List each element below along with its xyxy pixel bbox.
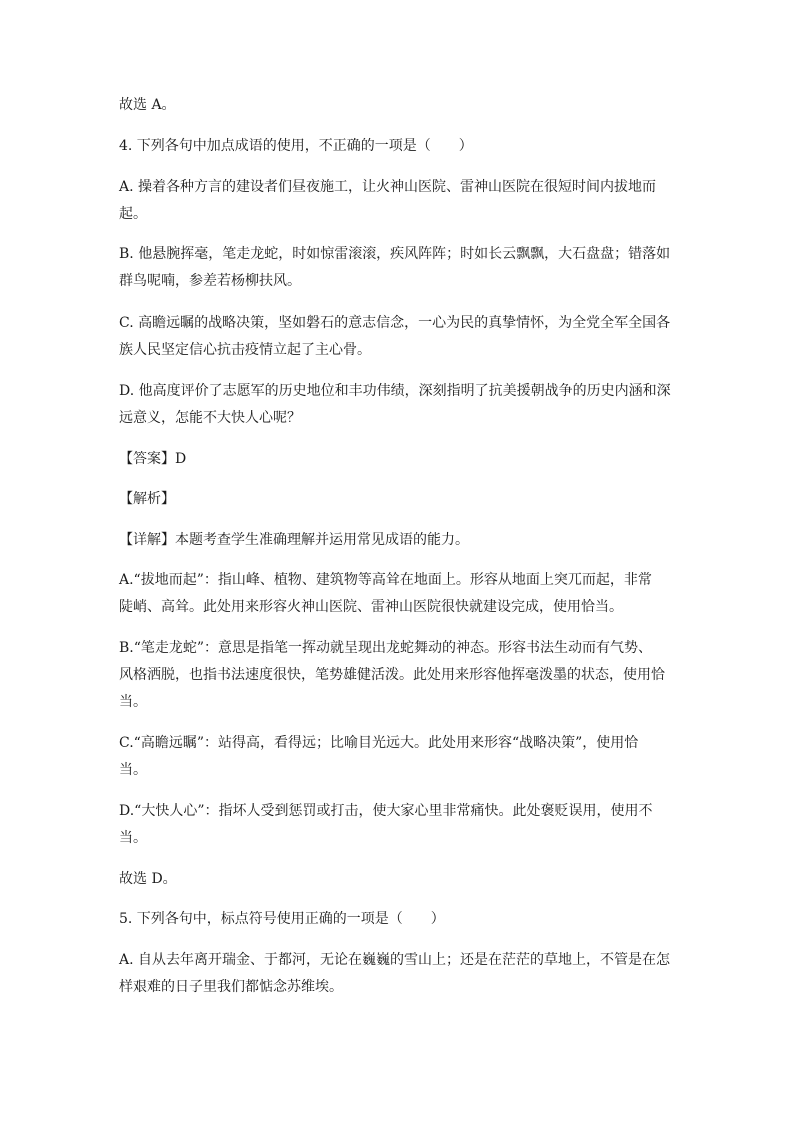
option-4c-cont: 族人民坚定信心抗击疫情立起了主心骨。 [119,342,371,358]
analysis-label: 【解析】 [119,491,175,507]
option-4a-cont: 起。 [119,206,147,222]
option-4d-cont: 远意义，怎能不大快人心呢？ [119,410,301,426]
analysis-d-cont: 当。 [119,830,147,846]
option-4a: A. 操着各种方言的建设者们昼夜施工，让火神山医院、雷神山医院在很短时间内拔地而 [119,179,657,195]
question-5-stem: 5. 下列各句中，标点符号使用正确的一项是（ ） [119,911,445,927]
question-4-stem: 4. 下列各句中加点成语的使用，不正确的一项是（ ） [119,138,473,154]
option-4d: D. 他高度评价了志愿军的历史地位和丰功伟绩，深刻指明了抗美援朝战争的历史内涵和深 [119,383,671,399]
text-line: 故选 A。 [119,97,176,113]
analysis-a-cont: 陡峭、高耸。此处用来形容火神山医院、雷神山医院很快就建设完成，使用恰当。 [119,599,623,615]
option-5a: A. 自从去年离开瑞金、于都河，无论在巍巍的雪山上；还是在茫茫的草地上，不管是在怎 [119,952,671,968]
analysis-c-cont: 当。 [119,762,147,778]
conclusion: 故选 D。 [119,871,177,887]
analysis-b-cont: 风格洒脱，也指书法速度很快，笔势雄健活泼。此处用来形容他挥毫泼墨的状态，使用恰 [119,667,665,683]
option-4c: C. 高瞻远瞩的战略决策，坚如磐石的意志信念，一心为民的真挚情怀，为全党全军全国各 [119,315,671,331]
option-4b: B. 他悬腕挥毫，笔走龙蛇，时如惊雷滚滚，疾风阵阵；时如长云飘飘，大石盘盘；错落如 [119,246,671,262]
analysis-c: C.“高瞻远瞩”：站得高，看得远；比喻目光远大。此处用来形容“战略决策”，使用恰 [119,735,639,751]
analysis-d: D.“大快人心”：指坏人受到惩罚或打击，使大家心里非常痛快。此处褒贬误用，使用不 [119,803,653,819]
analysis-a: A.“拔地而起”：指山峰、植物、建筑物等高耸在地面上。形容从地面上突兀而起，非常 [119,572,652,588]
option-4b-cont: 群鸟呢喃，参差若杨柳扶风。 [119,273,301,289]
analysis-b-cont2: 当。 [119,694,147,710]
analysis-b: B.“笔走龙蛇”：意思是指笔一挥动就呈现出龙蛇舞动的神态。形容书法生动而有气势、 [119,640,653,656]
detail-intro: 【详解】本题考查学生准确理解并运用常见成语的能力。 [119,532,469,548]
option-5a-cont: 样艰难的日子里我们都惦念苏维埃。 [119,979,343,995]
answer-label: 【答案】D [119,451,187,467]
